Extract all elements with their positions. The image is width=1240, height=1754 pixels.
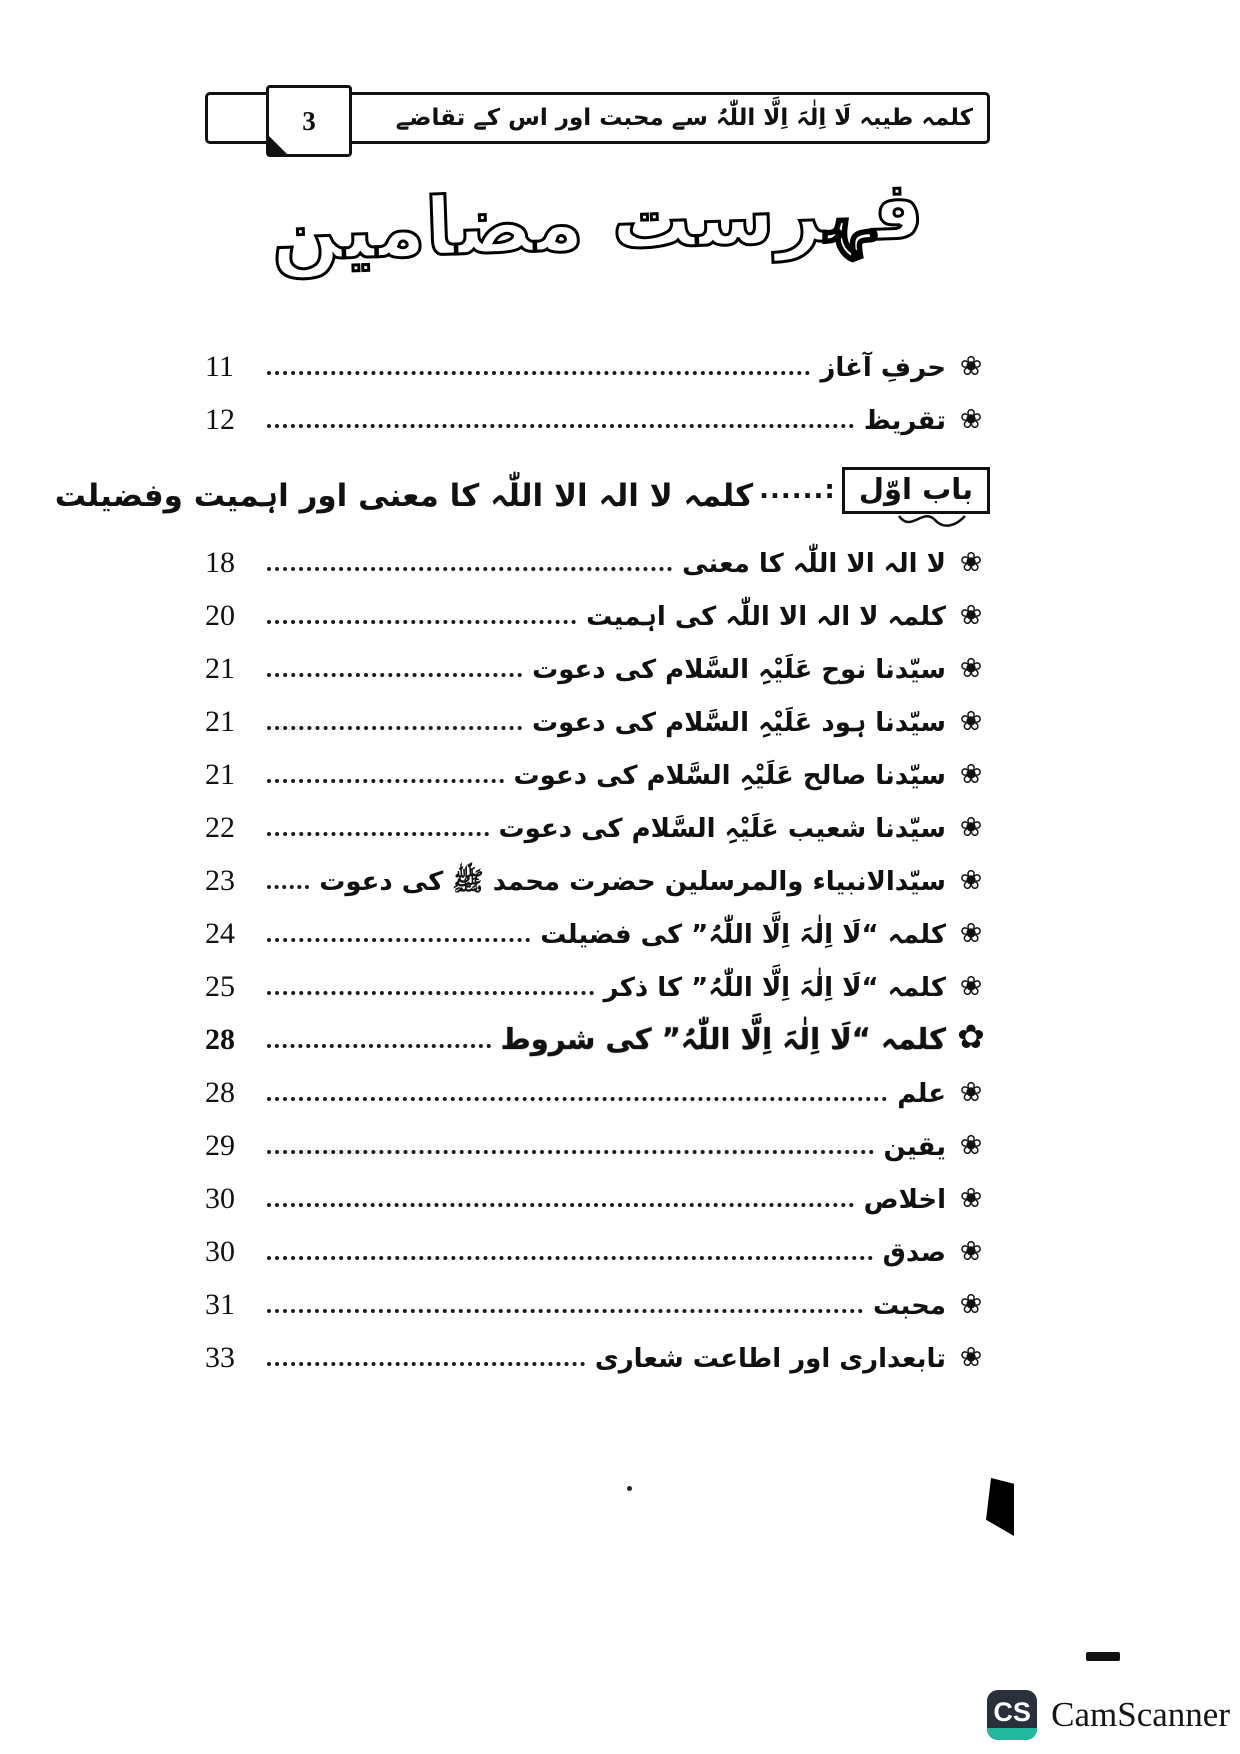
flower-bullet-icon: ❀: [959, 706, 983, 737]
toc-entry: [205, 541, 990, 580]
flourish-icon: [895, 509, 969, 533]
toc-entry-page: 25: [205, 970, 235, 1003]
toc-entry: [205, 806, 990, 845]
logo-cs-text: CS: [993, 1696, 1031, 1727]
toc-entry-page: 20: [205, 599, 235, 632]
toc-entry-page: 28: [205, 1076, 235, 1109]
toc-entry-title: سیّدنا ہود عَلَیْہِ السَّلام کی دعوت: [532, 707, 946, 738]
toc-entry-page: 31: [205, 1288, 235, 1321]
toc-entry-page: 33: [205, 1341, 235, 1374]
toc-entry-page: 30: [205, 1235, 235, 1268]
toc-entry-title: تقریظ: [863, 405, 946, 436]
toc-entry-title: سیّدالانبیاء والمرسلین حضرت محمد ﷺ کی دعوت: [319, 866, 946, 897]
toc-entry-page: 24: [205, 917, 235, 950]
camscanner-logo-icon: [987, 1690, 1037, 1740]
book-title: کلمہ طیبہ لَا اِلٰہَ اِلَّا اللّٰہُ سے محبت اور اس کے تقاضے: [395, 104, 973, 131]
toc-entry-page: 22: [205, 811, 235, 844]
toc-entry-page: 21: [205, 652, 235, 685]
toc-title-wrap: [205, 163, 990, 280]
toc-entry: [205, 1230, 990, 1269]
toc-entry-page: 11: [205, 350, 234, 383]
dotted-leader: [267, 1044, 491, 1048]
dotted-leader: [267, 424, 854, 428]
chapter-label-box: [842, 467, 990, 514]
flower-bullet-icon: ❀: [959, 653, 983, 684]
dotted-leader: [267, 673, 522, 677]
toc-entry-page: 18: [205, 546, 235, 579]
dotted-leader: [267, 567, 672, 571]
flower-bullet-icon: ❀: [959, 1183, 983, 1214]
toc-entry-page: 29: [205, 1129, 235, 1162]
toc-entry-title: سیّدنا شعیب عَلَیْہِ السَّلام کی دعوت: [498, 813, 946, 844]
toc-entry: [205, 912, 990, 951]
chapter-label: باب اوّل: [858, 471, 973, 506]
dotted-leader: [267, 1097, 887, 1101]
dotted-leader: [267, 620, 576, 624]
toc-entry: [205, 700, 990, 739]
flower-bullet-icon: ❀: [959, 600, 983, 631]
flower-bullet-icon: ✿: [957, 1017, 985, 1056]
toc-entry-title: علم: [897, 1078, 946, 1109]
toc-entry-title: کلمہ لا الہ الا اللّٰہ کی اہمیت: [586, 601, 946, 632]
dotted-leader: [267, 779, 504, 783]
camscanner-label: CamScanner: [1051, 1695, 1230, 1734]
camscanner-watermark: [987, 1690, 1230, 1740]
toc-entry-title: سیّدنا نوح عَلَیْہِ السَّلام کی دعوت: [532, 654, 946, 685]
flower-bullet-icon: ❀: [959, 1077, 983, 1108]
toc-entry-title: صدق: [882, 1237, 946, 1268]
dotted-leader: [267, 938, 530, 942]
toc-entry-page: 21: [205, 705, 235, 738]
toc-entry-title: سیّدنا صالح عَلَیْہِ السَّلام کی دعوت: [513, 760, 946, 791]
flower-bullet-icon: ❀: [959, 918, 983, 949]
flower-bullet-icon: ❀: [959, 1342, 983, 1373]
toc-entry: [205, 1283, 990, 1322]
chapter-colon-dots: :......: [759, 475, 836, 505]
toc-entry-page: 12: [205, 403, 235, 436]
flower-bullet-icon: ❀: [959, 865, 983, 896]
flower-bullet-icon: ❀: [959, 759, 983, 790]
toc-entry-title: محبت: [873, 1290, 946, 1321]
scan-mark-artifact: [1086, 1652, 1120, 1661]
toc-entry: [205, 1177, 990, 1216]
dotted-leader: [267, 726, 522, 730]
toc-entry: [205, 345, 990, 384]
toc-entry: [205, 1124, 990, 1163]
chapter-title: کلمہ لا الہ الا اللّٰہ کا معنی اور اہمیت وفضیلت: [54, 478, 754, 514]
dotted-leader: [267, 1362, 585, 1366]
toc-entry-page: 21: [205, 758, 235, 791]
flower-bullet-icon: ❀: [959, 404, 983, 435]
flower-bullet-icon: ❀: [959, 351, 983, 382]
toc-entry-shurut: [205, 1018, 990, 1057]
toc-entry-title: کلمہ “لَا اِلٰہَ اِلَّا اللّٰہُ” کا ذکر: [603, 972, 946, 1003]
toc-entry: [205, 1336, 990, 1375]
chapter-heading: [54, 451, 990, 529]
toc-entry-page: 30: [205, 1182, 235, 1215]
page-number: 3: [302, 105, 316, 136]
dotted-leader: [267, 1203, 854, 1207]
toc-entry: [205, 647, 990, 686]
toc-entry: [205, 594, 990, 633]
page-number-tag: [266, 85, 352, 157]
toc-entry: [205, 753, 990, 792]
toc-calligraphic-title: فہرست مضامین: [269, 163, 926, 280]
toc-entry-title: تابعداری اور اطاعت شعاری: [594, 1343, 946, 1374]
dotted-leader: [267, 1309, 863, 1313]
folded-corner-icon: [268, 135, 288, 155]
flower-bullet-icon: ❀: [959, 1289, 983, 1320]
toc-entry-page: 23: [205, 864, 235, 897]
scan-speck-artifact: [627, 1486, 632, 1491]
toc-entry-title: کلمہ “لَا اِلٰہَ اِلَّا اللّٰہُ” کی شروط: [500, 1021, 946, 1056]
flower-bullet-icon: ❀: [959, 1236, 983, 1267]
dotted-leader: [267, 832, 489, 836]
toc-entry-title: یقین: [883, 1131, 946, 1162]
flower-bullet-icon: ❀: [959, 812, 983, 843]
toc-entry: [205, 859, 990, 898]
toc-entry-title: لا الہ الا اللّٰہ کا معنی: [682, 548, 946, 579]
page-curl-artifact: [986, 1478, 1014, 1536]
flower-bullet-icon: ❀: [959, 547, 983, 578]
dotted-leader: [267, 1256, 873, 1260]
toc-entry-page: 28: [205, 1023, 235, 1056]
logo-teal-strip: [987, 1728, 1037, 1740]
toc-entry: [205, 965, 990, 1004]
flower-bullet-icon: ❀: [959, 1130, 983, 1161]
toc-entry-title: حرفِ آغاز: [820, 352, 946, 383]
dotted-leader: [267, 371, 810, 375]
toc-entry: [205, 398, 990, 437]
toc-entry: [205, 1071, 990, 1110]
dotted-leader: [267, 885, 309, 889]
dotted-leader: [267, 991, 594, 995]
flower-bullet-icon: ❀: [959, 971, 983, 1002]
toc-entry-title: اخلاص: [863, 1184, 946, 1215]
table-of-contents: [54, 345, 990, 1389]
toc-entry-title: کلمہ “لَا اِلٰہَ اِلَّا اللّٰہُ” کی فضیلت: [540, 919, 946, 950]
header-banner: [205, 92, 990, 144]
dotted-leader: [267, 1150, 874, 1154]
